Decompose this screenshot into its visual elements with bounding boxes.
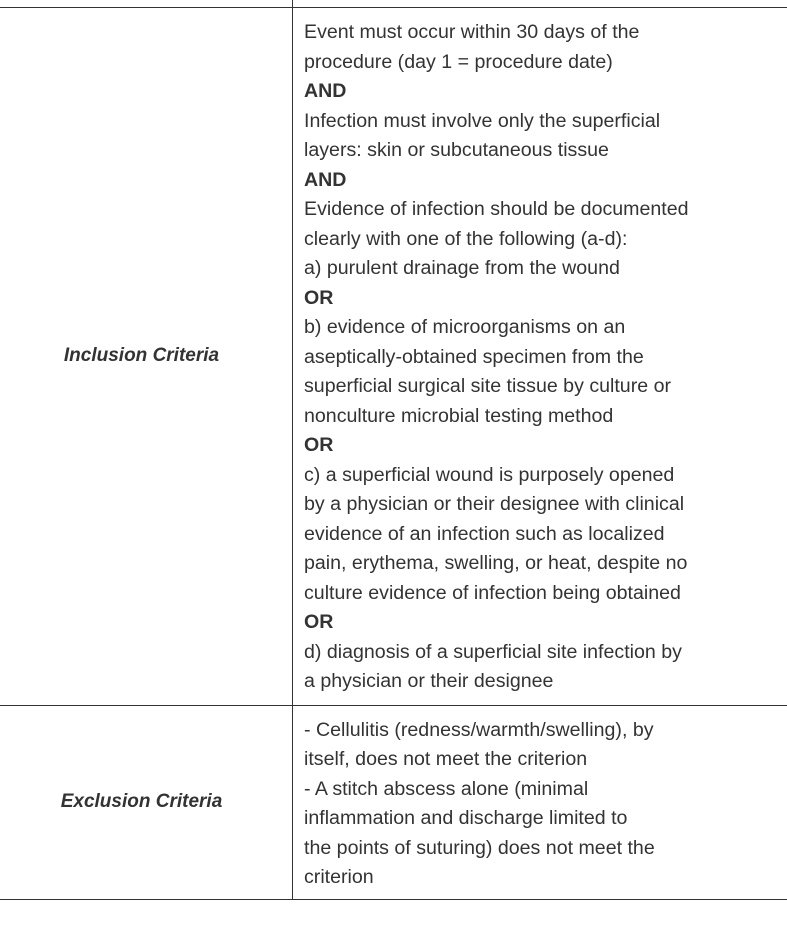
criteria-text-line: itself, does not meet the criterion — [304, 748, 588, 770]
criteria-text-line: the points of suturing) does not meet the — [304, 836, 655, 859]
criteria-text-line: by a physician or their designee with clinical — [304, 493, 685, 515]
criteria-text-line: aseptically-obtained specimen from the — [304, 345, 644, 368]
criteria-text-line: superficial surgical site tissue by culture or — [304, 375, 671, 397]
connector-keyword: OR — [304, 611, 334, 633]
table-row-inclusion — [0, 8, 787, 706]
exclusion-criteria-content — [293, 705, 787, 899]
criteria-text-line: c) a superficial wound is purposely opened — [304, 463, 675, 486]
connector-keyword: OR — [304, 286, 334, 309]
criteria-text-line: layers: skin or subcutaneous tissue — [304, 139, 609, 161]
table-cell-empty — [0, 0, 293, 8]
criteria-text-line: b) evidence of microorganisms on an — [304, 316, 626, 338]
inclusion-criteria-label: Inclusion Criteria — [0, 8, 293, 706]
criteria-text-line: procedure (day 1 = procedure date) — [304, 50, 613, 73]
criteria-text-line: d) diagnosis of a superficial site infection by — [304, 640, 682, 663]
table-row-top-partial — [0, 0, 787, 8]
criteria-text-line: a) purulent drainage from the wound — [304, 257, 620, 279]
criteria-text-line: inflammation and discharge limited to — [304, 807, 628, 829]
criteria-text-line: Infection must involve only the superficial — [304, 109, 661, 132]
criteria-text-line: culture evidence of infection being obtained — [304, 581, 681, 604]
connector-keyword: OR — [304, 434, 334, 456]
criteria-text-line: Evidence of infection should be documented — [304, 198, 689, 220]
criteria-text-line: Event must occur within 30 days of the — [304, 21, 640, 43]
connector-keyword: AND — [304, 168, 347, 191]
exclusion-criteria-label: Exclusion Criteria — [0, 705, 293, 899]
criteria-text-line: pain, erythema, swelling, or heat, despite no — [304, 552, 688, 574]
criteria-text-line: - Cellulitis (redness/warmth/swelling), by — [304, 718, 654, 741]
table-cell-empty — [293, 0, 787, 8]
connector-keyword: AND — [304, 80, 347, 102]
inclusion-criteria-content — [293, 8, 787, 706]
criteria-text-line: a physician or their designee — [304, 670, 554, 692]
criteria-text-line: criterion — [304, 866, 374, 888]
criteria-text-line: - A stitch abscess alone (minimal — [304, 777, 589, 800]
table-row-exclusion — [0, 705, 787, 899]
criteria-text-line: evidence of an infection such as localized — [304, 522, 665, 545]
criteria-text-line: clearly with one of the following (a-d): — [304, 227, 628, 250]
criteria-text-line: nonculture microbial testing method — [304, 404, 614, 427]
